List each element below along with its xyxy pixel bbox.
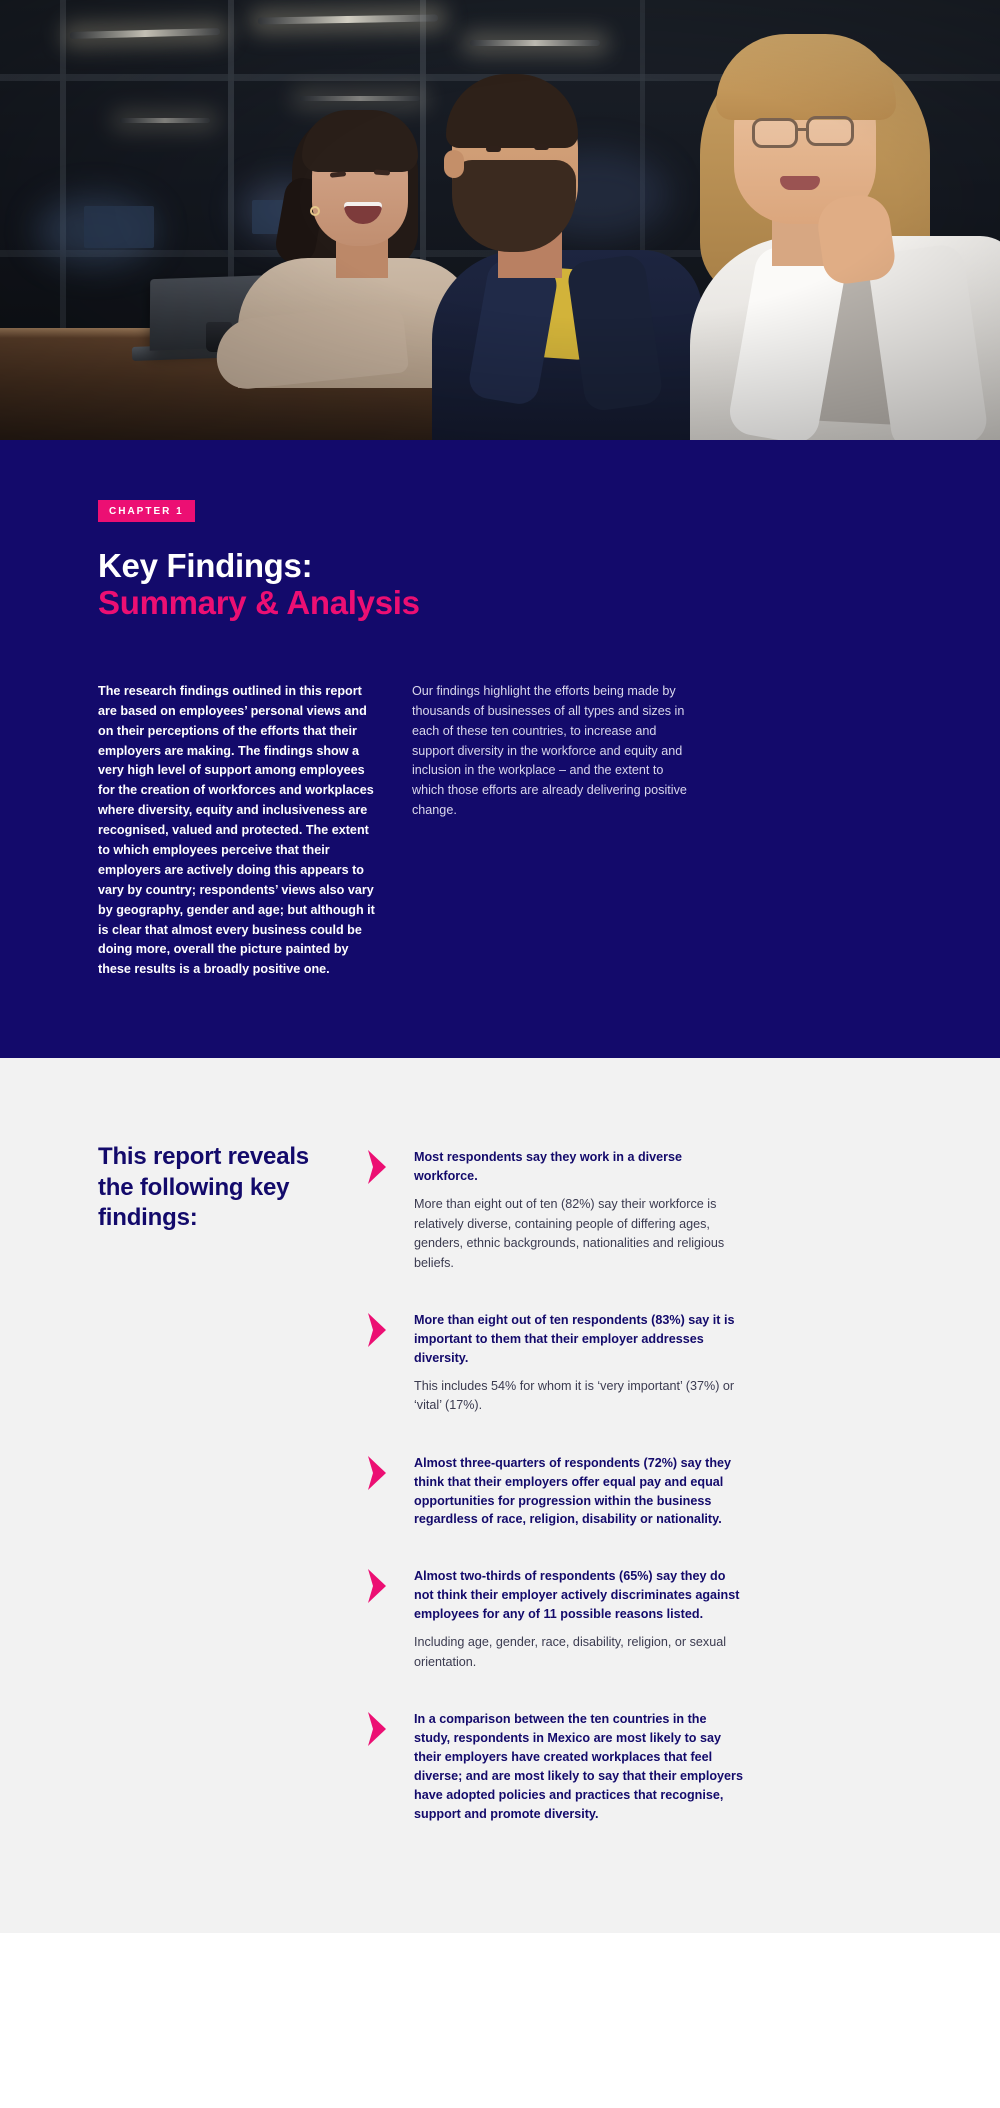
finding-text xyxy=(414,1567,744,1672)
list-item xyxy=(366,1710,902,1823)
finding-text xyxy=(414,1710,744,1823)
list-item xyxy=(366,1567,902,1672)
finding-text xyxy=(414,1311,744,1416)
chapter-section xyxy=(0,440,1000,1058)
chevron-right-icon xyxy=(366,1710,388,1823)
list-item xyxy=(366,1311,902,1416)
page-title-line-one: Key Findings: xyxy=(98,547,313,584)
chapter-column-right xyxy=(412,682,698,980)
chapter-secondary-paragraph: Our findings highlight the efforts being made by thousands of businesses of all types and sizes in each of these ten countries, to increase and support diversity in the workforce and equity and inclusion in the workplace – and the extent to which those efforts are already delivering positive change. xyxy=(412,683,687,818)
list-item xyxy=(366,1454,902,1530)
page-title-line-two: Summary & Analysis xyxy=(98,583,420,621)
chevron-right-icon xyxy=(366,1454,388,1530)
chevron-right-icon xyxy=(366,1148,388,1273)
chapter-columns xyxy=(98,682,902,980)
chapter-intro-paragraph: The research findings outlined in this report are based on employees’ personal views and on their perceptions of the efforts that their employers are making. The findings show a very high level of support among employees for the creation of workforces and workplaces where diversity, equity and inclusiveness are recognised, valued and protected. The extent to which employees perceive that their employers are actively doing this appears to vary by country; respondents’ views also vary by geography, gender and age; but although it is clear that almost every business could be doing more, overall the picture painted by these results is a broadly positive one. xyxy=(98,683,375,977)
findings-heading: This report reveals the following key findings: xyxy=(98,1143,309,1231)
photo-vignette xyxy=(0,0,1000,440)
key-findings-section xyxy=(0,1058,1000,1933)
chapter-badge: CHAPTER 1 xyxy=(98,500,195,522)
chapter-column-left xyxy=(98,682,384,980)
hero-photo xyxy=(0,0,1000,440)
finding-headline: In a comparison between the ten countries in the study, respondents in Mexico are most likely to say their employers have created workplaces that feel diverse; and are most likely to say that their employers have adopted policies and practices that recognise, support and promote diversity. xyxy=(414,1712,743,1821)
page-title xyxy=(98,548,902,622)
finding-detail: This includes 54% for whom it is ‘very important’ (37%) or ‘vital’ (17%). xyxy=(414,1378,735,1413)
chevron-right-icon xyxy=(366,1567,388,1672)
finding-headline: Most respondents say they work in a diverse workforce. xyxy=(414,1150,683,1184)
finding-detail: Including age, gender, race, disability, religion, or sexual orientation. xyxy=(414,1635,726,1669)
finding-detail: More than eight out of ten (82%) say their workforce is relatively diverse, containing people of differing ages, genders, ethnic backgrounds, nationalities and religious beliefs. xyxy=(414,1197,725,1270)
finding-text xyxy=(414,1454,744,1530)
hero-scene xyxy=(0,0,1000,440)
list-item xyxy=(366,1148,902,1273)
finding-headline: More than eight out of ten respondents (83%) say it is important to them that their employer addresses diversity. xyxy=(414,1313,735,1365)
finding-headline: Almost two-thirds of respondents (65%) say they do not think their employer actively discriminates against employees for any of 11 possible reasons listed. xyxy=(414,1569,740,1622)
finding-text xyxy=(414,1148,744,1273)
findings-list xyxy=(366,1142,902,1823)
finding-headline: Almost three-quarters of respondents (72%) say they think that their employers offer equal pay and equal opportunities for progression within the business regardless of race, religion, disability or nationality. xyxy=(414,1455,732,1527)
chevron-right-icon xyxy=(366,1311,388,1416)
